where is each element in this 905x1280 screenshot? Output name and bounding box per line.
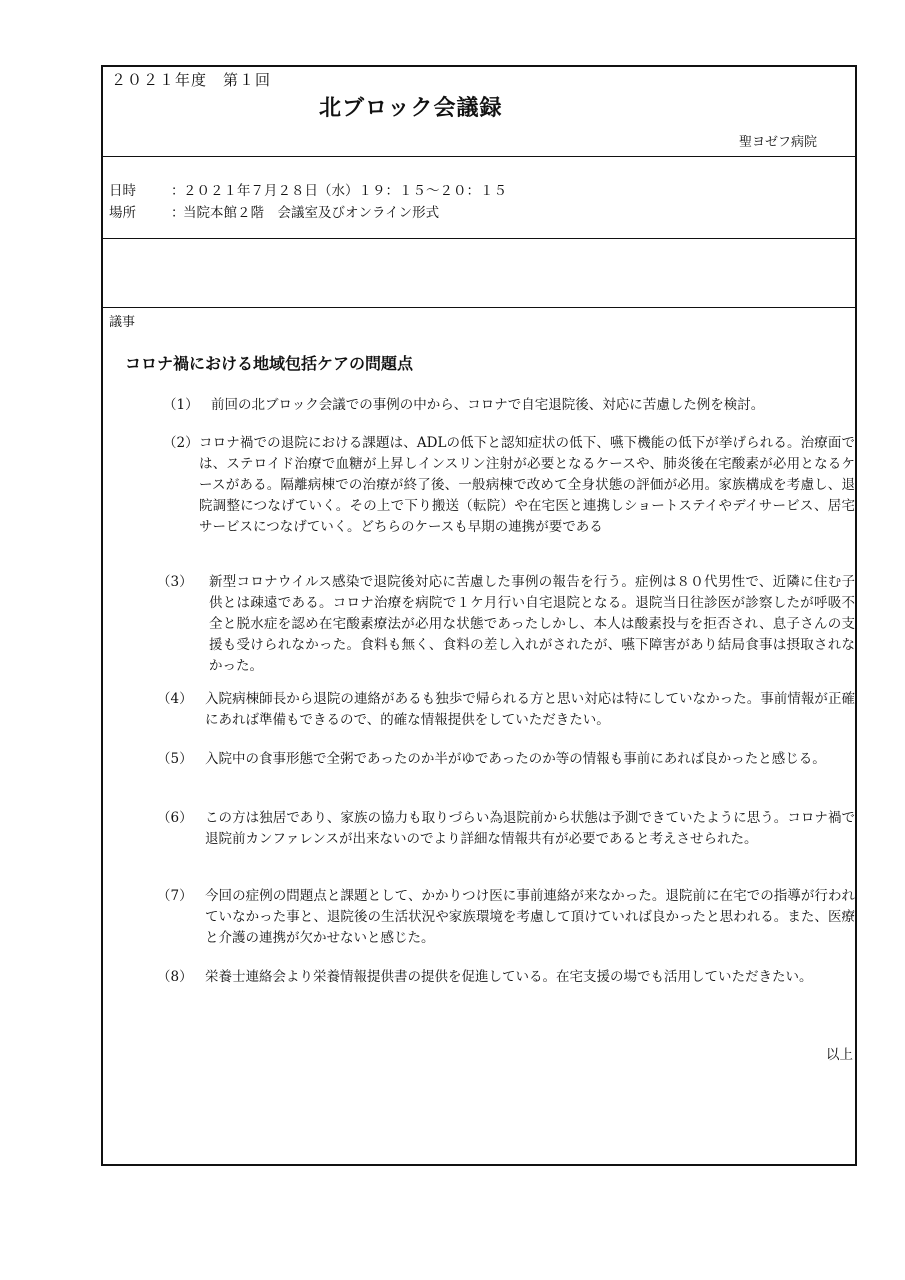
item-text: 入院病棟師長から退院の連絡があるも独歩で帰られる方と思い対応は特にしていなかった。事前情報が正確にあれば準備もできるので、的確な情報提供をしていただきたい。 [205, 691, 855, 728]
agenda-item [157, 967, 857, 1011]
item-number: （5） [157, 751, 193, 767]
item-number: （3） [157, 574, 193, 590]
agenda-item [157, 749, 857, 793]
agenda-item [163, 395, 853, 416]
agenda-item [163, 433, 857, 563]
organization-name: 聖ヨゼフ病院 [738, 135, 817, 150]
divider-header [103, 156, 855, 157]
agenda-item [157, 886, 857, 952]
agenda-item [157, 808, 857, 874]
item-text: 今回の症例の問題点と課題として、かかりつけ医に事前連絡が来なかった。退院前に在宅での指導が行われていなかった事と、退院後の生活状況や家族環境を考慮して頂けていれば良かったと思われる。また、医療と介護の連携が欠かせないと感じた。 [205, 888, 855, 946]
datetime-label: 日時 [109, 183, 136, 199]
meeting-subtitle: ２０２１年度 第１回 [111, 71, 272, 89]
place-value: 当院本館２階 会議室及びオンライン形式 [183, 205, 440, 221]
item-text: 前回の北ブロック会議での事例の中から、コロナで自宅退院後、対応に苦慮した例を検討。 [211, 397, 765, 413]
datetime-row [109, 179, 507, 199]
closing-mark: 以上 [826, 1047, 853, 1063]
place-label: 場所 [109, 205, 136, 221]
place-colon: ： [171, 205, 185, 221]
datetime-colon: ： [171, 183, 185, 199]
datetime-value: ２０２１年７月２８日（水）１９：１５～２０：１５ [183, 183, 507, 199]
agenda-item [157, 572, 857, 682]
divider-meta [103, 238, 855, 239]
place-row [109, 201, 439, 221]
agenda-item [157, 689, 857, 733]
item-number: （8） [157, 969, 193, 985]
minutes-frame [101, 65, 857, 1166]
item-number: （2） [163, 435, 199, 451]
item-number: （4） [157, 691, 193, 707]
item-text: 栄養士連絡会より栄養情報提供書の提供を促進している。在宅支援の場でも活用していただきたい。 [205, 969, 813, 985]
item-text: コロナ禍での退院における課題は、ADLの低下と認知症状の低下、嚥下機能の低下が挙げられる。治療面では、ステロイド治療で血糖が上昇しインスリン注射が必要となるケースや、肺炎後在宅酸素が必用となるケースがある。隔離病棟での治療が終了後、一般病棟で改めて全身状態の評価が必用。家族構成を考慮し、退院調整につなげていく。その上で下り搬送（転院）や在宅医と連携しショートステイやデイサービス、居宅サービスにつなげていく。どちらのケースも早期の連携が要である [199, 435, 855, 535]
agenda-label: 議事 [109, 315, 136, 330]
item-number: （7） [157, 888, 193, 904]
item-text: 新型コロナウイルス感染で退院後対応に苦慮した事例の報告を行う。症例は８０代男性で、近隣に住む子供とは疎遠である。コロナ治療を病院で１ケ月行い自宅退院となる。退院当日往診医が診察したが呼吸不全と脱水症を認め在宅酸素療法が必用な状態であったしかし、本人は酸素投与を拒否され、息子さんの支援も受けられなかった。食料も無く、食料の差し入れがされたが、嚥下障害があり結局食事は摂取されなかった。 [209, 574, 855, 674]
topic-title: コロナ禍における地域包括ケアの問題点 [125, 354, 414, 373]
item-text: この方は独居であり、家族の協力も取りづらい為退院前から状態は予測できていたように思う。コロナ禍で退院前カンファレンスが出来ないのでより詳細な情報共有が必要であると考えさせられた。 [205, 810, 855, 847]
page-title: 北ブロック会議録 [319, 96, 503, 121]
divider-blank [103, 307, 855, 308]
item-number: （1） [163, 397, 199, 413]
item-number: （6） [157, 810, 193, 826]
item-text: 入院中の食事形態で全粥であったのか半がゆであったのか等の情報も事前にあれば良かったと感じる。 [205, 751, 826, 767]
